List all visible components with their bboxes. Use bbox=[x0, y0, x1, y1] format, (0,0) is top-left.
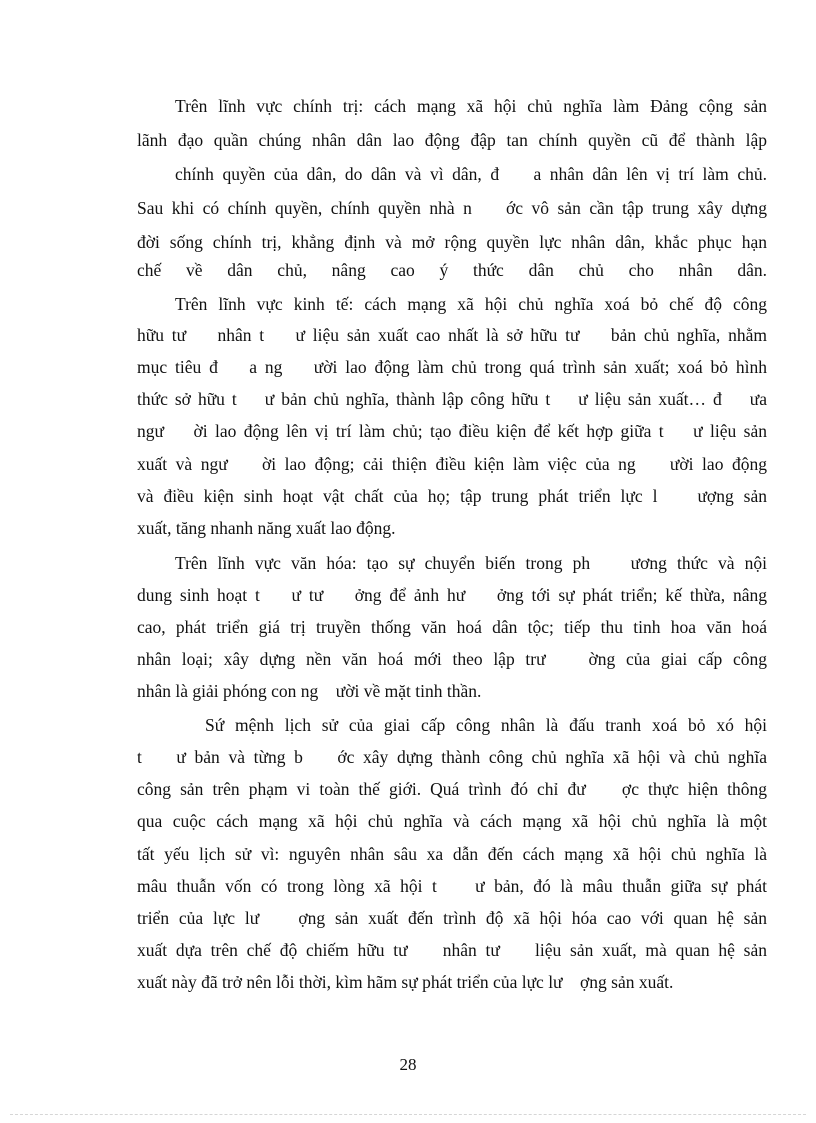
text-line: Trên lĩnh vực kinh tế: cách mạng xã hội chủ nghĩa xoá bỏ chế độ công bbox=[175, 294, 767, 314]
page-number: 28 bbox=[399, 1055, 417, 1074]
page-bottom-divider bbox=[10, 1114, 806, 1115]
text-line: mâu thuẫn vốn có trong lòng xã hội t ư bản, đó là mâu thuẫn giữa sự phát bbox=[137, 876, 767, 896]
text-line: lãnh đạo quần chúng nhân dân lao động đập tan chính quyền cũ để thành lập bbox=[137, 130, 767, 150]
text-line: qua cuộc cách mạng xã hội chủ nghĩa và cách mạng xã hội chủ nghĩa là một bbox=[137, 811, 767, 831]
text-line: xuất này đã trở nên lỗi thời, kìm hãm sự phát triển của lực lư ợng sản xuất. bbox=[137, 972, 674, 992]
text-line: xuất dựa trên chế độ chiếm hữu tư nhân tư liệu sản xuất, mà quan hệ sản bbox=[137, 940, 767, 960]
text-line: Trên lĩnh vực chính trị: cách mạng xã hội chủ nghĩa làm Đảng cộng sản bbox=[175, 96, 767, 116]
text-line: t ư bản và từng b ớc xây dựng thành công chủ nghĩa xã hội và chủ nghĩa bbox=[137, 747, 767, 767]
text-line: hữu tư nhân t ư liệu sản xuất cao nhất là sở hữu tư bản chủ nghĩa, nhằm bbox=[137, 325, 767, 345]
text-line: nhân là giải phóng con ng ười về mặt tinh thần. bbox=[137, 681, 482, 701]
text-line: Sứ mệnh lịch sử của giai cấp công nhân là đấu tranh xoá bỏ xó hội bbox=[205, 715, 767, 735]
text-line: Trên lĩnh vực văn hóa: tạo sự chuyển biến trong ph ương thức và nội bbox=[175, 553, 767, 573]
text-line: mục tiêu đ a ng ười lao động làm chủ trong quá trình sản xuất; xoá bỏ hình bbox=[137, 357, 767, 377]
text-line: công sản trên phạm vi toàn thế giới. Quá trình đó chỉ đư ợc thực hiện thông bbox=[137, 779, 767, 799]
text-line: thức sở hữu t ư bản chủ nghĩa, thành lập công hữu t ư liệu sản xuất… đ ưa bbox=[137, 389, 767, 409]
text-line: và điều kiện sinh hoạt vật chất của họ; tập trung phát triển lực l ượng sản bbox=[137, 486, 767, 506]
text-line: đời sống chính trị, khẳng định và mở rộng quyền lực nhân dân, khắc phục hạn bbox=[137, 232, 767, 252]
text-line: triển của lực lư ợng sản xuất đến trình độ xã hội hóa cao với quan hệ sản bbox=[137, 908, 767, 928]
text-line: tất yếu lịch sử vì: nguyên nhân sâu xa dẫn đến cách mạng xã hội chủ nghĩa là bbox=[137, 844, 767, 864]
text-line: xuất, tăng nhanh năng xuất lao động. bbox=[137, 518, 396, 538]
text-line: chế về dân chủ, nâng cao ý thức dân chủ cho nhân dân. bbox=[137, 260, 767, 280]
text-line: ngư ời lao động lên vị trí làm chủ; tạo điều kiện để kết hợp giữa t ư liệu sản bbox=[137, 421, 767, 441]
text-line: xuất và ngư ời lao động; cải thiện điều kiện làm việc của ng ười lao động bbox=[137, 454, 767, 474]
text-line: dung sinh hoạt t ư tư ởng để ảnh hư ởng tới sự phát triển; kế thừa, nâng bbox=[137, 585, 767, 605]
text-line: cao, phát triển giá trị truyền thống văn hoá dân tộc; tiếp thu tinh hoa văn hoá bbox=[137, 617, 767, 637]
text-line: nhân loại; xây dựng nền văn hoá mới theo lập trư ờng của giai cấp công bbox=[137, 649, 767, 669]
text-line: Sau khi có chính quyền, chính quyền nhà n ớc vô sản cần tập trung xây dựng bbox=[137, 198, 767, 218]
text-line: chính quyền của dân, do dân và vì dân, đ a nhân dân lên vị trí làm chủ. bbox=[175, 164, 767, 184]
